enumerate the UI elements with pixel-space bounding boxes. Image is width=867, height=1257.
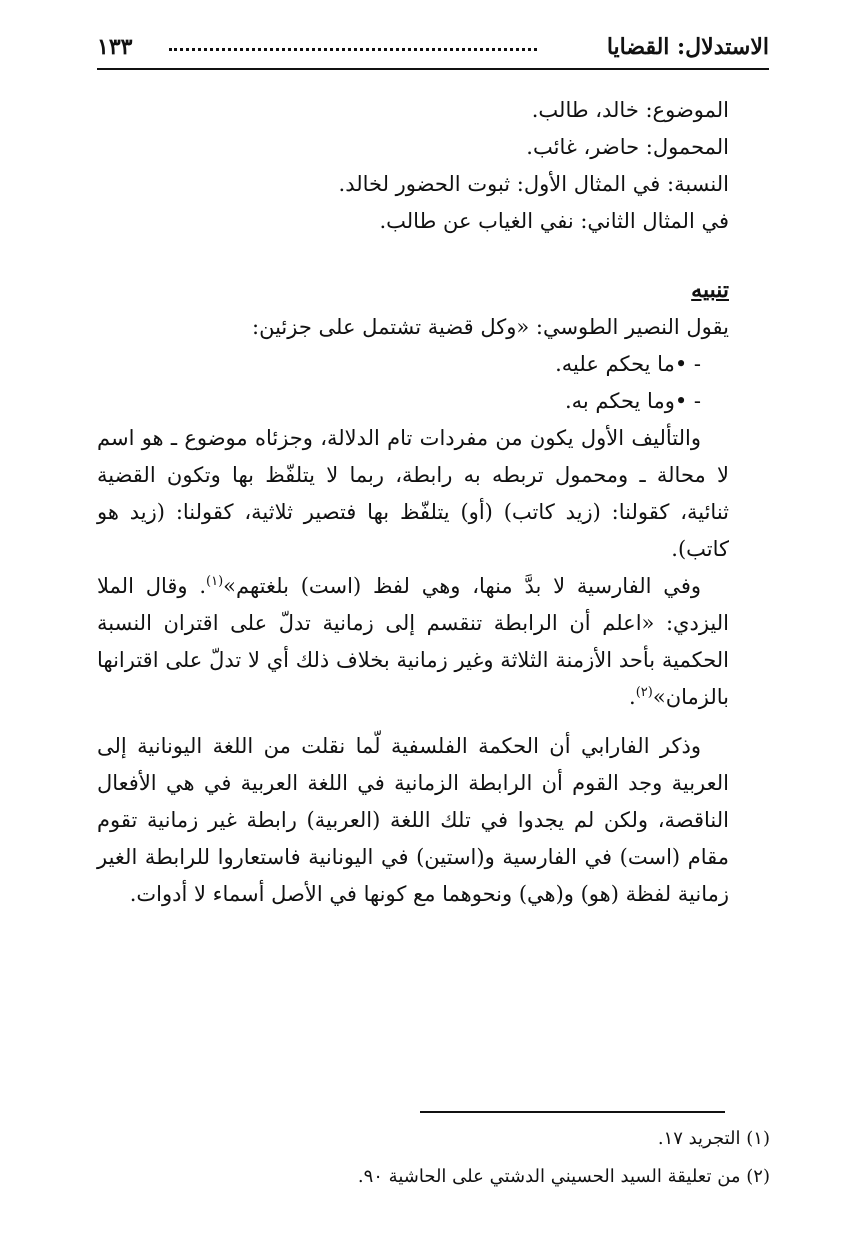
page-body [97, 92, 729, 913]
definition-subject: الموضوع: خالد، طالب. [531, 98, 729, 122]
footnotes [130, 1120, 770, 1196]
page-number: ١٣٣ [97, 34, 133, 60]
running-header [97, 30, 769, 70]
quote-list [97, 346, 729, 420]
footnote-1: (١) التجريد ١٧. [657, 1128, 770, 1149]
definition-example-two: في المثال الثاني: نفي الغياب عن طالب. [379, 209, 729, 233]
definition-predicate: المحمول: حاضر، غائب. [526, 135, 729, 159]
paragraph-persian-text: وفي الفارسية لا بدَّ منها، وهي لفظ (است) بلغتهم» [223, 574, 701, 598]
footnote-ref-1: (١) [206, 574, 224, 589]
footnote-2: (٢) من تعليقة السيد الحسيني الدشتي على الحاشية ٩٠. [357, 1166, 770, 1187]
definition-relation: النسبة: في المثال الأول: ثبوت الحضور لخالد. [338, 172, 729, 196]
paragraph-composition: والتأليف الأول يكون من مفردات تام الدلالة، وجزئاه موضوع ـ هو اسم لا محالة ـ ومحمول تربطه به رابطة، ربما لا يتلفّظ بها وتكون القضية ثنائية، كقولنا: (زيد كاتب) (أو) يتلفّظ بها فتصير ثلاثية، كقولنا: (زيد هو كاتب). [97, 426, 729, 561]
note-heading: تنبيه [691, 277, 729, 303]
footnote-divider [420, 1111, 725, 1113]
footnote-ref-2: (٢) [635, 685, 653, 700]
running-title: الاستدلال: القضايا [606, 34, 769, 60]
paragraph-persian-copula [97, 568, 729, 716]
leader-dots [169, 48, 537, 51]
paragraph-yazdi-quote: . وقال الملا اليزدي: «اعلم أن الرابطة تنقسم إلى زمانية تدلّ على اقتران النسبة الحكمية بأحد الأزمنة الثلاثة وغير زمانية بخلاف ذلك أي لا تدلّ على اقترانها بالزمان» [97, 574, 729, 709]
definition-list [97, 92, 729, 240]
paragraph-end-mark: . [629, 685, 636, 709]
tusi-quote-intro: يقول النصير الطوسي: «وكل قضية تشتمل على جزئين: [252, 315, 729, 339]
paragraph-farabi: وذكر الفارابي أن الحكمة الفلسفية لّما نقلت من اللغة اليونانية إلى العربية وجد القوم أن الرابطة الزمانية في اللغة العربية في هي الأفعال الناقصة، ولكن لم يجدوا في تلك اللغة (العربية) رابطة غير زمانية تقوم مقام (است) في الفارسية و(استين) في اليونانية فاستعاروا للرابطة الغير زمانية لفظة (هو) و(هي) ونحوهما مع كونها في الأصل أسماء لا أدوات. [97, 734, 729, 906]
list-item: - •ما يحكم عليه. [555, 352, 701, 376]
list-item: - •وما يحكم به. [564, 389, 701, 413]
